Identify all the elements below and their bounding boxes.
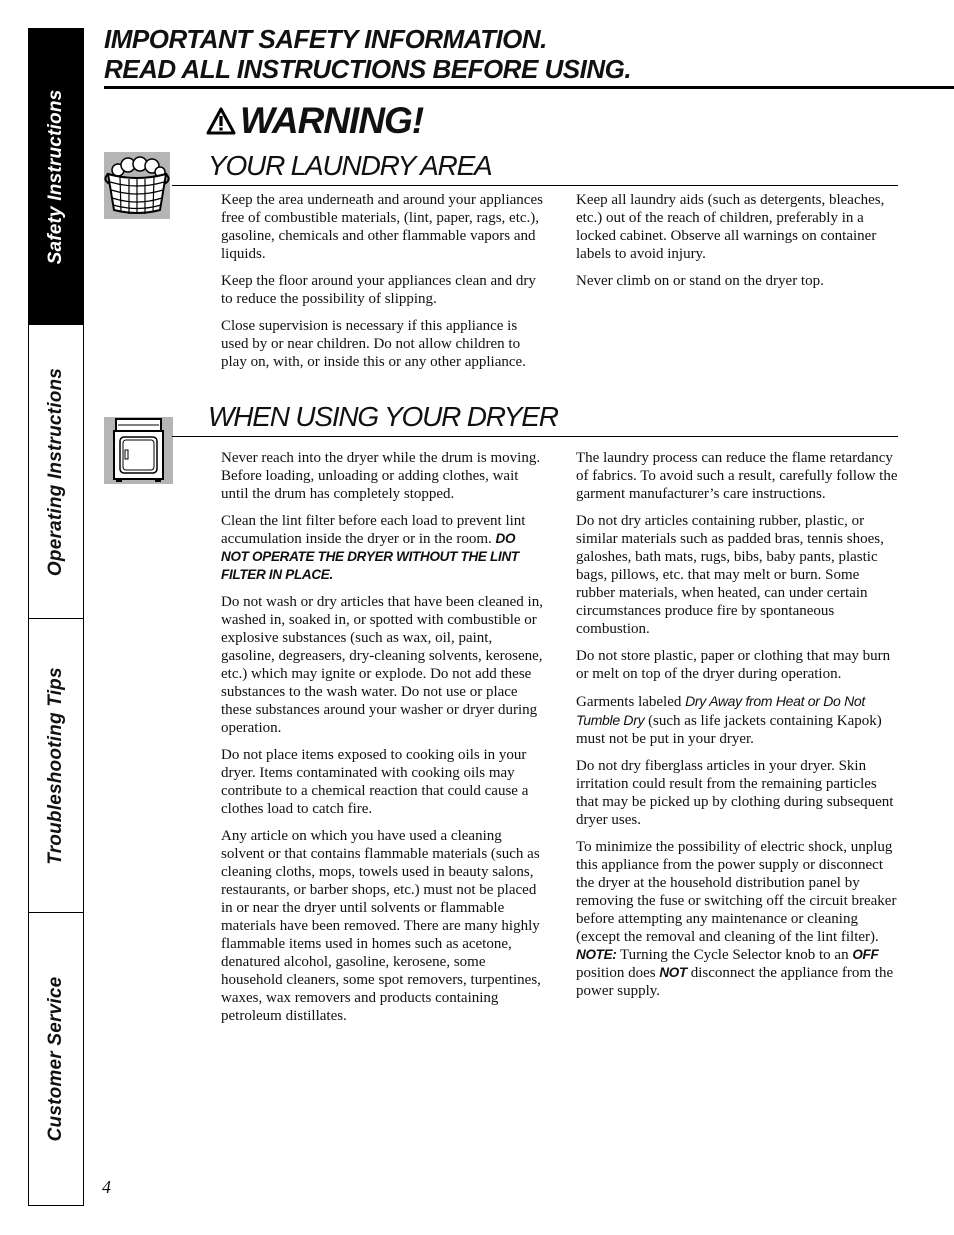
tab-label: Operating Instructions — [45, 367, 66, 576]
paragraph: Do not store plastic, paper or clothing that may burn or melt on top of the dryer during operation. — [576, 648, 891, 682]
page-number: 4 — [102, 1177, 111, 1197]
paragraph-text: Garments labeled — [576, 694, 682, 710]
paragraph: Never climb on or stand on the dryer top. — [576, 273, 824, 289]
tab-label: Customer Service — [45, 976, 66, 1142]
paragraph-text: (such as life jackets containing Kapok) must not be put in your dryer. — [576, 713, 882, 747]
using-dryer-column-1 — [221, 449, 543, 1034]
warning-heading — [206, 100, 423, 142]
paragraph: Do not dry fiberglass articles in your dryer. Skin irritation could result from the remaining particles that may be picked up by clothing during subsequent dryer uses. — [576, 758, 894, 828]
paragraph: Any article on which you have used a cleaning solvent or that contains flammable materials (such as cleaning cloths, mops, towels used in beauty salons, restaurants, or barber shops, etc.) must not be placed in or near the dryer until solvents or flammable materials have been removed. There are many highly flammable items used in homes such as acetone, denatured alcohol, gasoline, kerosene, some household cleaners, some spot removers, turpentines, waxes, wax removers and products containing petroleum distillates. — [221, 828, 541, 1024]
tab-troubleshooting-tips[interactable] — [29, 619, 83, 913]
paragraph-text: disconnect the appliance from the power supply. — [576, 965, 894, 999]
header-line-2: READ ALL INSTRUCTIONS BEFORE USING. — [104, 54, 632, 84]
section-title-using-dryer: WHEN USING YOUR DRYER — [208, 401, 558, 432]
paragraph-text: Turning the Cycle Selector knob to an — [619, 947, 849, 963]
dryer-icon — [104, 417, 173, 484]
header-divider — [104, 86, 954, 89]
section-divider — [172, 436, 898, 437]
tab-operating-instructions[interactable] — [29, 325, 83, 619]
using-dryer-column-2 — [576, 449, 898, 1009]
paragraph — [576, 838, 898, 1000]
paragraph: Close supervision is necessary if this appliance is used by or near children. Do not allow children to play on, with, or inside this or any other appliance. — [221, 318, 526, 370]
tab-customer-service[interactable] — [29, 913, 83, 1205]
warning-triangle-icon — [206, 107, 236, 135]
note-label: NOTE: — [576, 947, 617, 962]
tab-label: Safety Instructions — [45, 89, 66, 264]
laundry-area-column-1 — [221, 191, 543, 380]
paragraph: Do not place items exposed to cooking oils in your dryer. Items contaminated with cooking oils may contribute to a chemical reaction that could cause a clothes load to catch fire. — [221, 747, 529, 817]
paragraph: Keep the area underneath and around your appliances free of combustible materials, (lint, paper, rags, etc.), gasoline, chemicals and other flammable vapors and liquids. — [221, 192, 543, 262]
laundry-basket-icon — [104, 152, 170, 219]
page-header — [104, 24, 954, 84]
paragraph — [576, 692, 898, 748]
sidebar-tabs — [28, 28, 84, 1206]
section-divider — [172, 185, 898, 186]
paragraph-text: Clean the lint filter before each load to prevent lint accumulation inside the dryer or in the room. — [221, 513, 526, 547]
tab-label: Troubleshooting Tips — [45, 666, 66, 865]
paragraph-text: position does — [576, 965, 656, 981]
laundry-area-column-2 — [576, 191, 898, 299]
paragraph: Keep all laundry aids (such as detergents, bleaches, etc.) out of the reach of children, preferably in a locked cabinet. Observe all warnings on container labels to avoid injury. — [576, 192, 885, 262]
paragraph: Do not wash or dry articles that have been cleaned in, washed in, soaked in, or spotted with combustible or explosive substances (such as wax, oil, paint, gasoline, degreasers, dry-cleaning solvents, kerosene, etc.) which may ignite or explode. Do not add these substances to the wash water. Do not use or place these substances around your washer or dryer during operation. — [221, 594, 543, 736]
paragraph-text: To minimize the possibility of electric shock, unplug this appliance from the power supply or disconnect the dryer at the household distribution panel by removing the fuse or switching off the circuit breaker before attempting any maintenance or cleaning (except the removal and cleaning of the lint filter). — [576, 839, 897, 945]
paragraph: Keep the floor around your appliances clean and dry to reduce the possibility of slipping. — [221, 273, 536, 307]
warning-label: WARNING! — [240, 100, 424, 141]
off-label: OFF — [852, 947, 879, 962]
not-label: NOT — [659, 965, 687, 980]
section-title-laundry-area: YOUR LAUNDRY AREA — [208, 150, 492, 181]
garment-label-text: Dry Away from Heat or Do Not Tumble Dry — [576, 693, 866, 728]
header-line-1: IMPORTANT SAFETY INFORMATION. — [104, 24, 547, 54]
tab-safety-instructions[interactable] — [29, 29, 83, 325]
paragraph: Never reach into the dryer while the drum is moving. Before loading, unloading or adding clothes, wait until the drum has completely stopped. — [221, 450, 541, 502]
paragraph: The laundry process can reduce the flame retardancy of fabrics. To avoid such a result, carefully follow the garment manufacturer’s care instructions. — [576, 450, 898, 502]
lint-filter-warning: DO NOT OPERATE THE DRYER WITHOUT THE LINT FILTER IN PLACE. — [221, 531, 519, 582]
paragraph: Do not dry articles containing rubber, plastic, or similar materials such as padded bras, tennis shoes, galoshes, bath mats, rugs, bibs, baby pants, plastic bags, pillows, etc. that may melt or burn. Some rubber materials, when heated, can under certain circumstances produce fire by spontaneous combustion. — [576, 513, 884, 637]
paragraph — [221, 512, 543, 584]
